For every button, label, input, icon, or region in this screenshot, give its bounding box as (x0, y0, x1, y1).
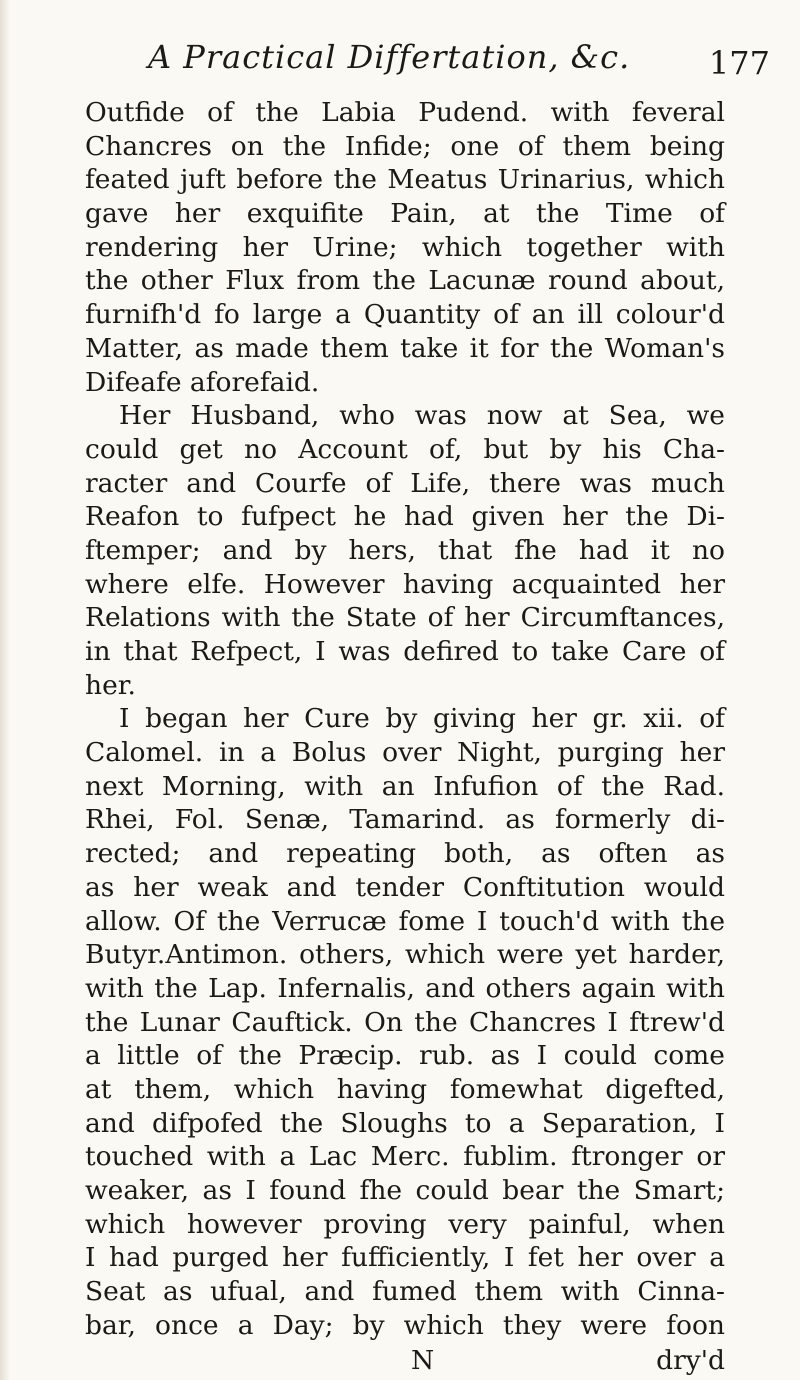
text-line: Matter, as made them take it for the Woman's (85, 332, 725, 364)
text-line: I began her Cure by giving her gr. xii. of (119, 703, 725, 735)
catchword: dry'd (656, 1345, 725, 1376)
text-line: rendering her Urine; which together with (85, 231, 725, 263)
text-line: Difeafe aforefaid. (85, 366, 320, 398)
text-line: in that Refpect, I was defired to take Care of (85, 636, 725, 667)
text-line: could get no Account of, but by his Cha- (85, 433, 725, 465)
text-line: rected; and repeating both, as often as (85, 838, 725, 870)
text-line: the other Flux from the Lacunæ round about, (85, 265, 725, 297)
signature-mark: N (411, 1345, 435, 1376)
text-line: Outfide of the Labia Pudend. with feveral (85, 97, 725, 128)
text-line: Rhei, Fol. Senæ, Tamarind. as formerly di- (85, 804, 725, 836)
text-line: ftemper; and by hers, that fhe had it no (85, 534, 725, 566)
body-text (85, 96, 725, 1376)
text-line: Calomel. in a Bolus over Night, purging her (85, 737, 725, 769)
text-line: Seat as ufual, and fumed them with Cinna- (85, 1276, 725, 1308)
text-line: next Morning, with an Infufion of the Rad. (85, 770, 725, 802)
text-line: Relations with the State of her Circumftances, (85, 602, 725, 634)
text-line: allow. Of the Verrucæ fome I touch'd with the (85, 905, 725, 937)
text-line: bar, once a Day; by which they were foon (85, 1309, 725, 1341)
running-title: A Practical Differtation, &c. (148, 38, 631, 76)
text-line: furnifh'd fo large a Quantity of an ill colour'd (85, 299, 725, 331)
text-line: at them, which having fomewhat digefted, (85, 1073, 725, 1105)
text-line: racter and Courfe of Life, there was much (85, 467, 725, 499)
text-line: a little of the Præcip. rub. as I could come (85, 1040, 725, 1072)
page-edge-shadow (0, 0, 10, 1380)
text-line: Butyr.Antimon. others, which were yet harder, (85, 939, 725, 971)
page-footer (85, 1344, 725, 1378)
text-line: Her Husband, who was now at Sea, we (119, 400, 725, 432)
text-line: Chancres on the Infide; one of them being (85, 130, 725, 162)
text-line: as her weak and tender Conftitution would (85, 871, 725, 903)
text-line: touched with a Lac Merc. fublim. ftronger or (85, 1141, 725, 1173)
text-line: and difpofed the Sloughs to a Separation, I (85, 1107, 725, 1139)
text-line: the Lunar Cauftick. On the Chancres I ftrew'd (85, 1006, 725, 1038)
page-header (148, 38, 770, 88)
page-number: 177 (708, 44, 770, 82)
text-line: gave her exquifite Pain, at the Time of (85, 198, 725, 230)
text-line: which however proving very painful, when (85, 1208, 725, 1240)
text-line: with the Lap. Infernalis, and others again with (85, 972, 725, 1004)
text-line: feated juft before the Meatus Urinarius, which (85, 164, 725, 196)
text-line: where elfe. However having acquainted her (85, 568, 725, 600)
text-line: weaker, as I found fhe could bear the Smart; (85, 1175, 725, 1206)
text-line: Reafon to fufpect he had given her the Di- (85, 501, 725, 533)
text-line: I had purged her fufficiently, I fet her over a (85, 1242, 725, 1274)
text-line: her. (85, 669, 136, 701)
